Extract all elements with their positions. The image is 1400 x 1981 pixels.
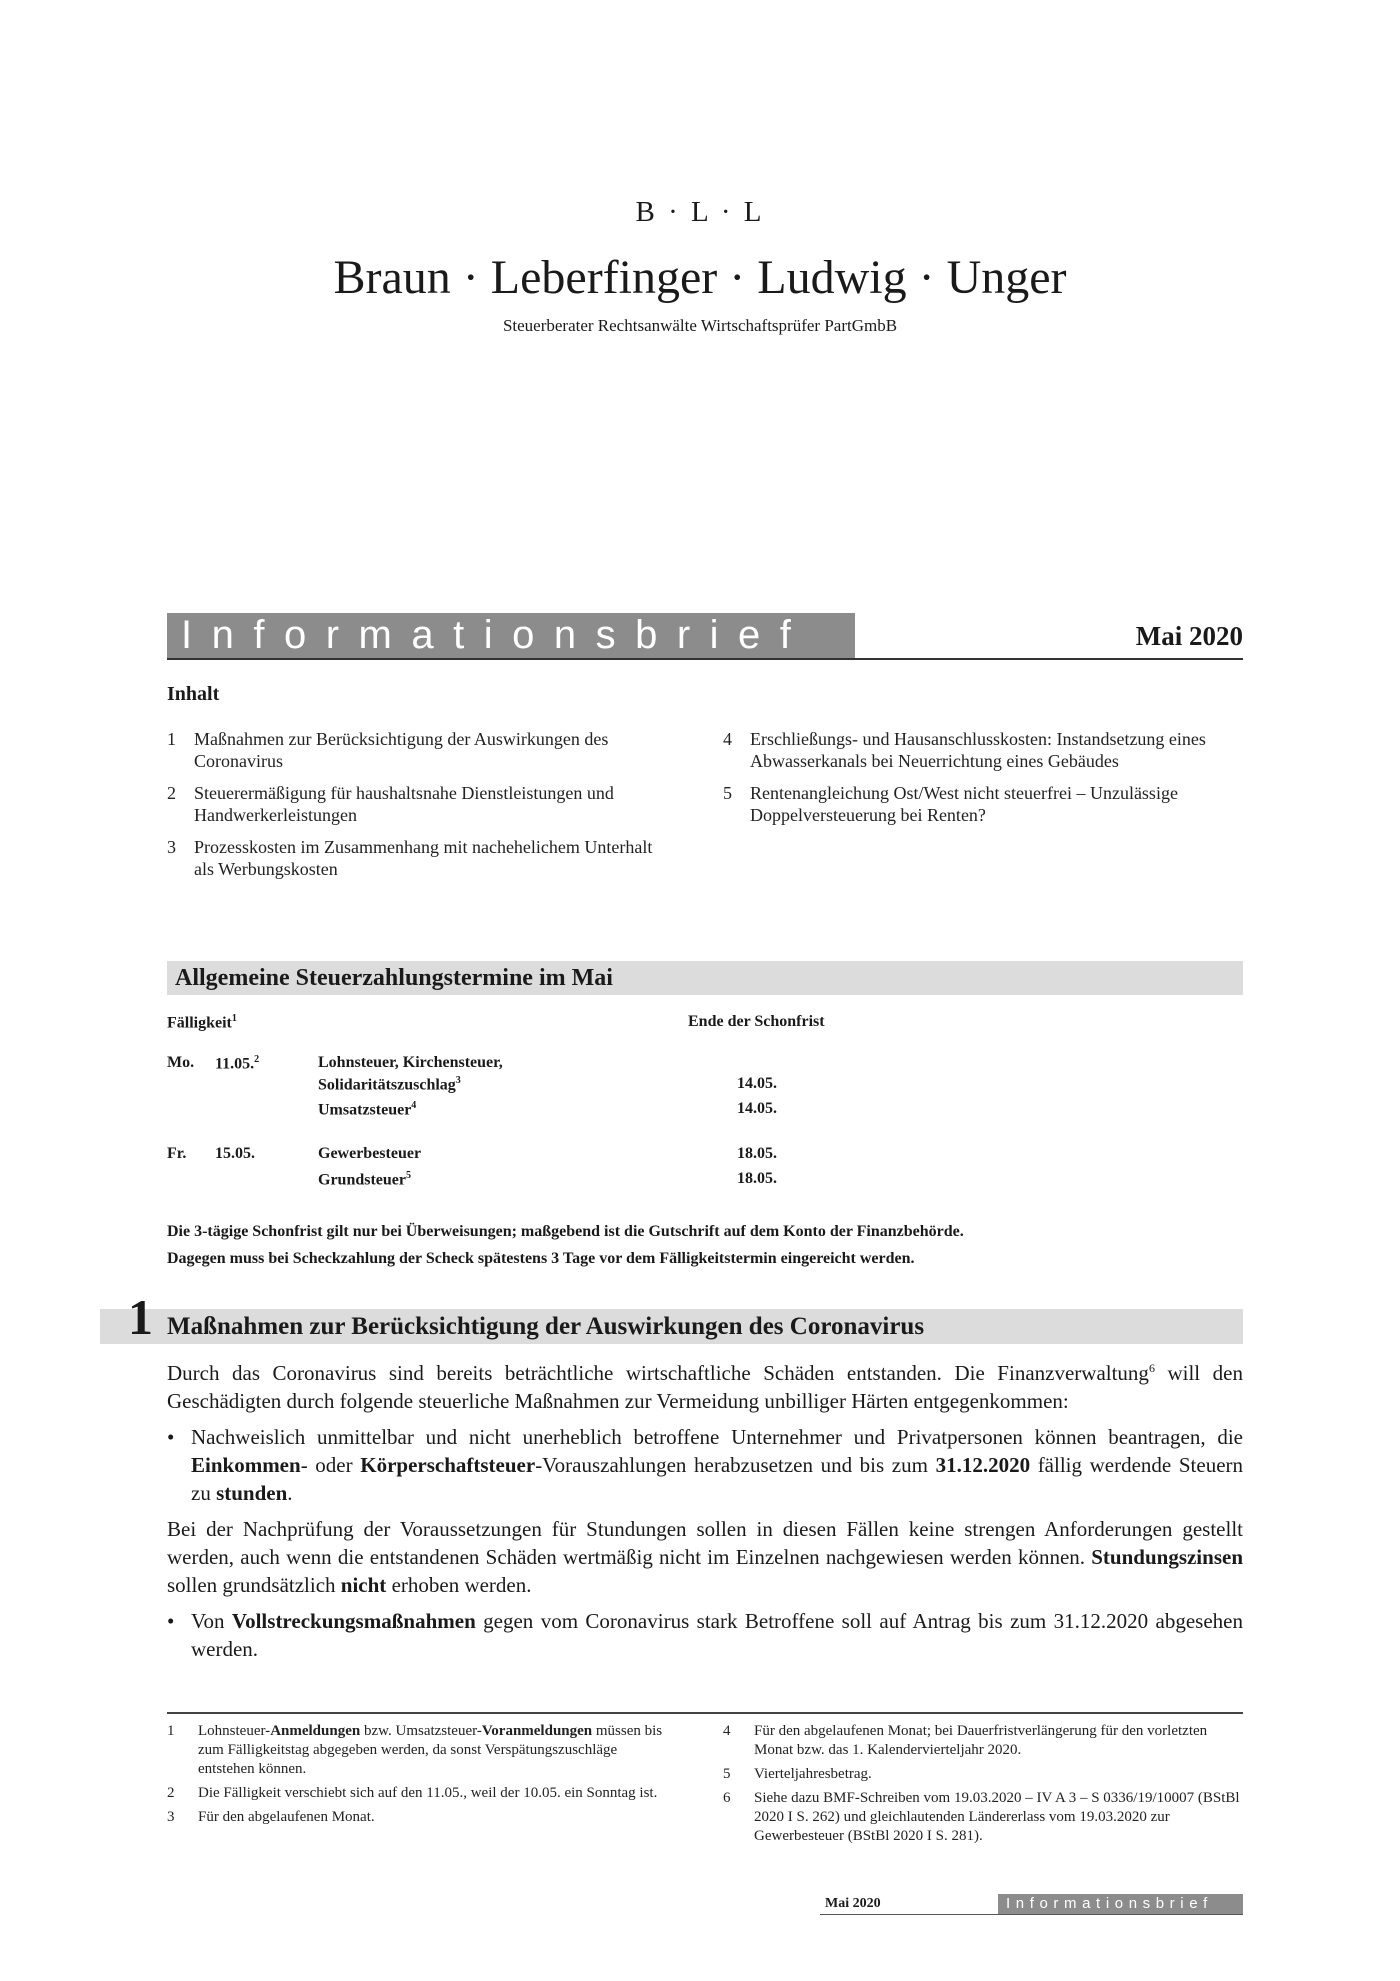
row2-tax-b-label: Grundsteuer [318,1171,406,1189]
toc-item-text: Rentenangleichung Ost/West nicht steuerfrei – Unzulässige Doppelversteuerung bei Renten? [750,783,1178,825]
footnote-text: Für den abgelaufenen Monat. [198,1809,375,1825]
col-due-label: Fälligkeit [167,1014,232,1032]
emphasis: Anmeldungen [270,1723,361,1739]
toc-item-number: 4 [723,729,732,749]
toc-item[interactable] [723,728,1223,772]
text: will den Geschädigten durch folgende steuerliche Maßnahmen zur Vermeidung unbilliger Härten entgegenkommen: [167,1361,1243,1413]
row1-grace-b: 14.05. [737,1075,777,1092]
row1-date [215,1054,259,1073]
toc-left-column [167,728,667,890]
emphasis: Vollstreckungsmaßnahmen [231,1609,476,1633]
row2-grace-b: 18.05. [737,1170,777,1187]
footnote-ref[interactable]: 6 [1148,1361,1155,1375]
footnote-number: 1 [167,1723,175,1739]
emphasis: 31.12.2020 [935,1453,1031,1477]
footnote-rule [167,1712,1243,1714]
footnote [723,1722,1243,1760]
text: Von [191,1609,232,1633]
toc-item-text: Prozesskosten im Zusammenhang mit nachehelichem Unterhalt als Werbungskosten [194,837,653,879]
emphasis: Körperschaftsteuer [360,1453,536,1477]
text: sollen grundsätzlich [167,1573,341,1597]
banner-rule [167,658,1243,660]
text: gegen vom Coronavirus stark Betroffene soll auf Antrag bis zum 31.12.2020 abgesehen werden. [191,1609,1243,1661]
row1-tax-b-label: Solidaritätszuschlag [318,1076,456,1094]
text: Durch das Coronavirus sind bereits beträchtliche wirtschaftliche Schäden entstanden. Die Finanzverwaltung [167,1361,1149,1385]
row2-tax-b [318,1170,411,1189]
firm-short-name: B · L · L [635,196,765,228]
text: Bei der Nachprüfung der Voraussetzungen für Stundungen sollen in diesen Fällen keine strengen Anforderungen gestellt werden, auch wenn die entstandenen Schäden wertmäßig nicht im Einzelnen nachgewiesen werden können. [167,1517,1243,1569]
row2-grace-a: 18.05. [737,1145,777,1162]
newsletter-banner: Informationsbrief [167,613,855,658]
note-line: Dagegen muss bei Scheckzahlung der Scheck spätestens 3 Tage vor dem Fälligkeitstermin eingereicht werden. [167,1250,915,1267]
row1-tax-c-label: Umsatzsteuer [318,1101,412,1119]
section-body [167,1354,1243,1671]
footnote [167,1784,677,1803]
intro-paragraph [167,1354,1243,1415]
footnote-text: Die Fälligkeit verschiebt sich auf den 11.05., weil der 10.05. ein Sonntag ist. [198,1785,658,1801]
grace-period-note [167,1218,1243,1272]
footnote [723,1789,1243,1846]
section-title: Maßnahmen zur Berücksichtigung der Auswirkungen des Coronavirus [167,1313,925,1340]
row2-date: 15.05. [215,1145,255,1162]
firm-name: Braun · Leberfinger · Ludwig · Unger [333,251,1067,304]
footnote-ref[interactable]: 4 [411,1100,417,1111]
footnote [723,1765,1243,1784]
bullet-item [167,1423,1243,1507]
text: fällig werdende Steuern zu [191,1453,1244,1505]
text: Nachweislich unmittelbar und nicht unerheblich betroffene Unternehmer und Privatpersonen können beantragen, die [191,1425,1243,1449]
footnote-text: Vierteljahresbetrag. [754,1766,872,1782]
footnote-ref[interactable]: 2 [254,1054,260,1065]
bullet-icon: • [167,1425,175,1449]
tax-dates-heading: Allgemeine Steuerzahlungstermine im Mai [167,961,1243,995]
text: -Vorauszahlungen herabzusetzen und bis zum [535,1453,936,1477]
indented-paragraph [167,1515,1243,1599]
toc-item-text: Steuerermäßigung für haushaltsnahe Dienstleistungen und Handwerkerleistungen [194,783,614,825]
row2-tax-a: Gewerbesteuer [318,1145,422,1162]
row1-day: Mo. [167,1054,195,1071]
text: erhoben werden. [386,1573,532,1597]
bullet-text [191,1423,1243,1507]
row1-tax-c [318,1100,416,1119]
toc-item[interactable] [167,728,667,772]
footnote-number: 6 [723,1790,731,1806]
footnote-text: Siehe dazu BMF-Schreiben vom 19.03.2020 – IV A 3 – S 0336/19/10007 (BStBl 2020 I S. 262) und gleichlautenden Ländererlass vom 19.03.2020 zur Gewerbesteuer (BStBl 2020 I S. 281). [754,1790,1240,1844]
emphasis: Einkommen [191,1453,301,1477]
issue-date: Mai 2020 [1135,621,1243,651]
toc-heading: Inhalt [167,683,220,705]
footer-date: Mai 2020 [825,1896,881,1911]
row1-date-value: 11.05. [215,1055,255,1073]
footnote-text: Für den abgelaufenen Monat; bei Dauerfristverlängerung für den vorletzten Monat bzw. das 1. Kalendervierteljahr 2020. [754,1723,1208,1758]
toc-item[interactable] [167,782,667,826]
text: . [287,1481,293,1505]
row2-day: Fr. [167,1145,187,1162]
footnotes-left [167,1722,677,1832]
row1-tax-b [318,1075,461,1094]
emphasis: nicht [340,1573,387,1597]
footnote [167,1808,677,1827]
text: müssen bis zum Fälligkeitstag abgegeben werden, da sonst Verspätungszuschläge entstehen können. [198,1723,663,1777]
toc-item-number: 3 [167,837,176,857]
toc-item-number: 2 [167,783,176,803]
text: bzw. Umsatzsteuer- [360,1723,482,1739]
emphasis: Stundungszinsen [1091,1545,1243,1569]
footnote-text [198,1722,677,1779]
col-grace-header: Ende der Schonfrist [688,1013,825,1030]
toc-item-number: 5 [723,783,732,803]
footnote-ref[interactable]: 5 [406,1170,411,1181]
section-number: 1 [128,1289,153,1345]
text: Lohnsteuer- [198,1723,271,1739]
toc-right-column [723,728,1223,836]
footnote-ref[interactable]: 3 [455,1075,461,1086]
footnote-ref[interactable]: 1 [231,1013,237,1024]
col-due-header [167,1013,237,1032]
row1-tax-a: Lohnsteuer, Kirchensteuer, [318,1054,503,1071]
footnote-number: 4 [723,1723,731,1739]
bullet-item [167,1607,1243,1663]
bullet-icon: • [167,1609,175,1633]
footnote-number: 3 [167,1809,175,1825]
emphasis: stunden [216,1481,288,1505]
footnote-number: 2 [167,1785,175,1801]
note-line: Die 3-tägige Schonfrist gilt nur bei Überweisungen; maßgebend ist die Gutschrift auf dem Konto der Finanzbehörde. [167,1223,964,1240]
toc-item-number: 1 [167,729,176,749]
toc-item[interactable] [723,782,1223,826]
firm-subtitle: Steuerberater Rechtsanwälte Wirtschaftsprüfer PartGmbB [502,316,898,335]
toc-item-text: Maßnahmen zur Berücksichtigung der Auswirkungen des Coronavirus [194,729,609,771]
footnote [167,1722,677,1779]
footnote-number: 5 [723,1766,731,1782]
footnotes-right [723,1722,1243,1851]
footer-banner: Informationsbrief [998,1894,1243,1914]
emphasis: Voranmeldungen [481,1723,593,1739]
toc-item[interactable] [167,836,667,880]
toc-item-text: Erschließungs- und Hausanschlusskosten: Instandsetzung eines Abwasserkanals bei Neuerrichtung eines Gebäudes [750,729,1206,771]
footer-rule [820,1914,1243,1915]
row1-grace-c: 14.05. [737,1100,777,1117]
bullet-text [191,1607,1243,1663]
text: - oder [300,1453,361,1477]
